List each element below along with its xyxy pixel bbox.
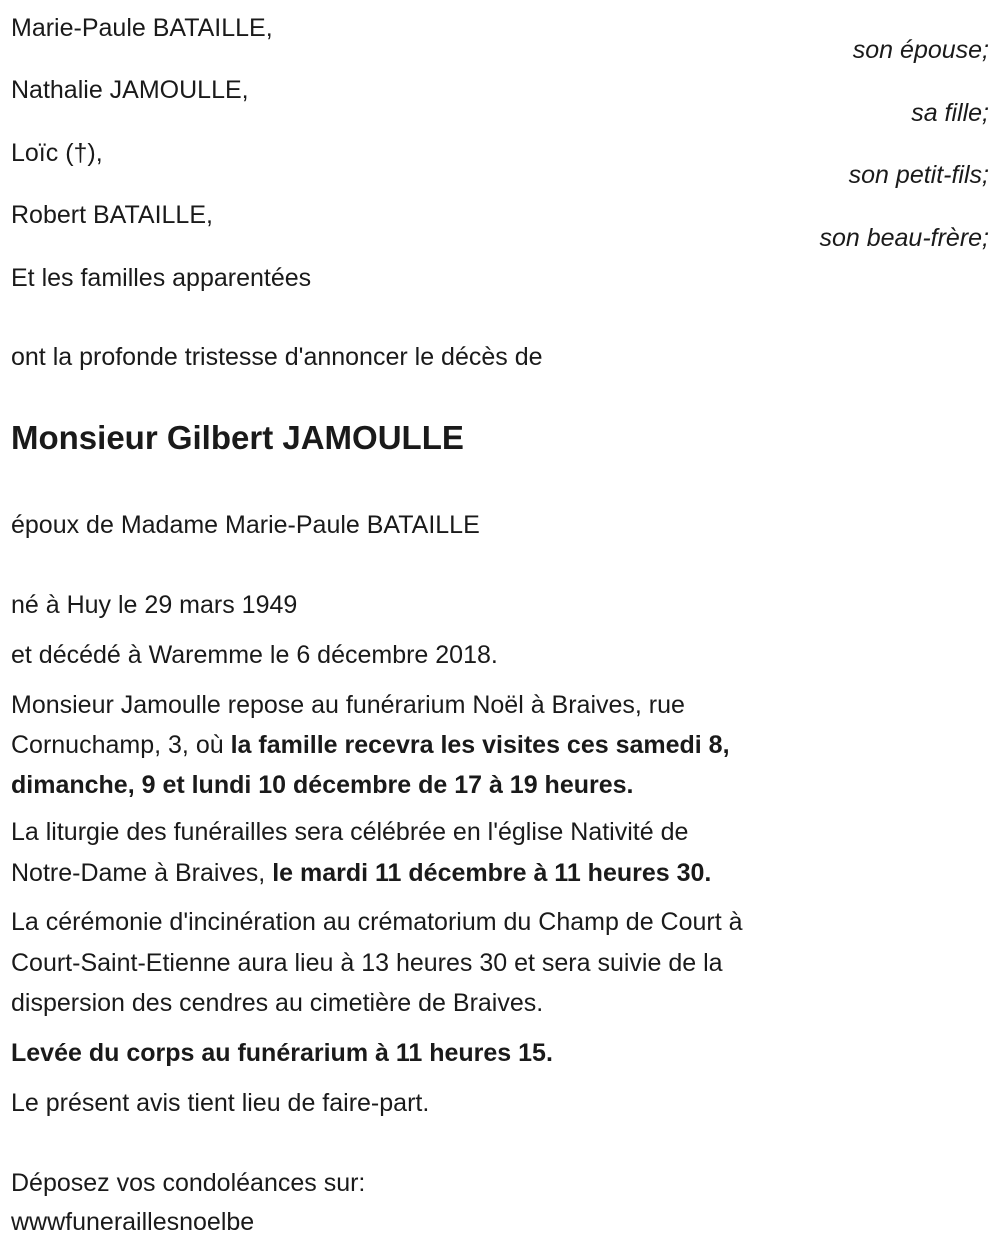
family-name-1: Marie-Paule BATAILLE, (11, 14, 273, 42)
cremation-line-1: La cérémonie d'incinération au crématorium du Champ de Court à (11, 908, 743, 936)
announcement: ont la profonde tristesse d'annoncer le décès de (11, 343, 543, 371)
other-families: Et les familles apparentées (11, 264, 312, 292)
cremation-line-3: dispersion des cendres au cimetière de Braives. (11, 989, 544, 1017)
condolences-label: Déposez vos condoléances sur: (11, 1169, 366, 1197)
visit-line-2 (11, 729, 730, 761)
deceased-name: Monsieur Gilbert JAMOULLE (11, 419, 464, 456)
family-relation-3: son petit-fils; (848, 161, 989, 189)
family-name-2: Nathalie JAMOULLE, (11, 76, 249, 104)
family-relation-1: son épouse; (852, 36, 989, 64)
condolences-url[interactable]: wwwfuneraillesnoelbe (11, 1208, 255, 1236)
visit-line-2-text: Cornuchamp, 3, où (11, 731, 231, 759)
cremation-line-2: Court-Saint-Etienne aura lieu à 13 heures 30 et sera suivie de la (11, 949, 723, 977)
liturgy-line-2-bold: le mardi 11 décembre à 11 heures 30. (272, 859, 712, 887)
death-line: et décédé à Waremme le 6 décembre 2018. (11, 641, 498, 669)
family-relation-2: sa fille; (911, 99, 989, 127)
family-name-3: Loïc (†), (11, 139, 103, 167)
family-name-4: Robert BATAILLE, (11, 201, 213, 229)
liturgy-line-2-text: Notre-Dame à Braives, (11, 859, 273, 887)
visit-line-1: Monsieur Jamoulle repose au funérarium Noël à Braives, rue (11, 691, 685, 719)
levee-line: Levée du corps au funérarium à 11 heures 15. (11, 1039, 553, 1067)
liturgy-line-1: La liturgie des funérailles sera célébrée en l'église Nativité de (11, 818, 689, 846)
spouse-line: époux de Madame Marie-Paule BATAILLE (11, 511, 480, 539)
birth-line: né à Huy le 29 mars 1949 (11, 591, 298, 619)
family-relation-4: son beau-frère; (819, 224, 989, 252)
notice-line: Le présent avis tient lieu de faire-part. (11, 1089, 430, 1117)
liturgy-line-2 (11, 857, 711, 889)
visit-line-3: dimanche, 9 et lundi 10 décembre de 17 à 19 heures. (11, 771, 634, 799)
visit-line-2-bold: la famille recevra les visites ces samedi 8, (230, 731, 730, 759)
